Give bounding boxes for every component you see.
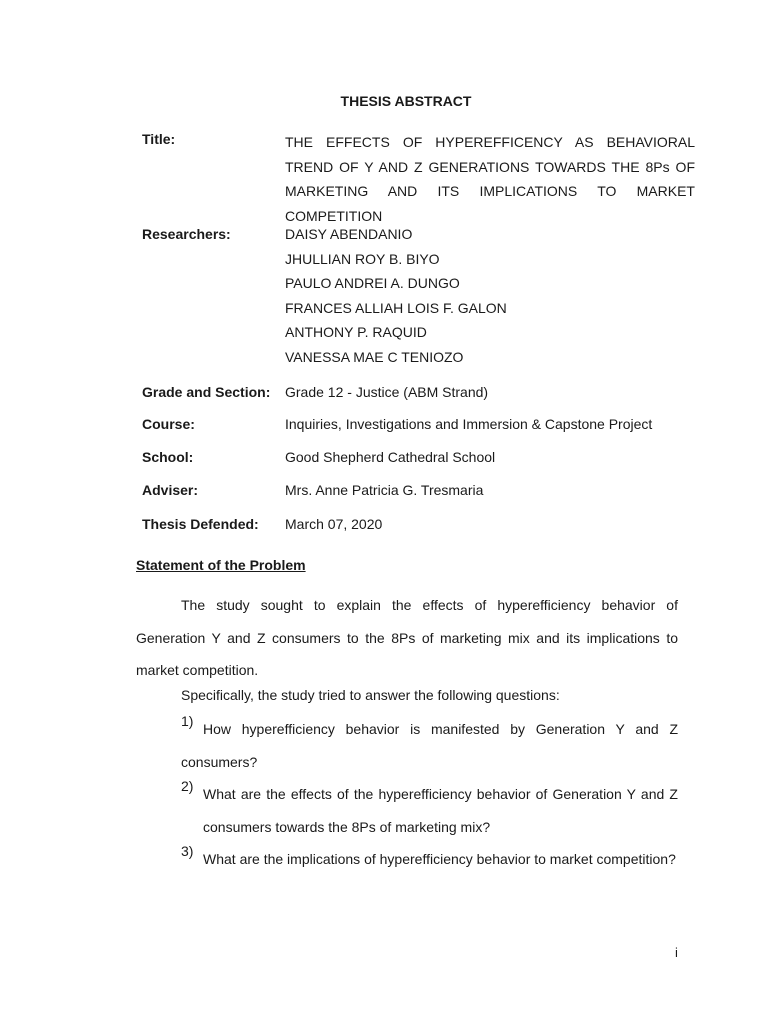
- page-number: i: [675, 945, 678, 960]
- school-value: Good Shepherd Cathedral School: [285, 449, 496, 465]
- question-item: [181, 778, 678, 843]
- researcher-name: JHULLIAN ROY B. BIYO: [285, 250, 440, 267]
- question-number: 1): [181, 713, 194, 729]
- question-item: [181, 843, 678, 876]
- adviser-value: Mrs. Anne Patricia G. Tresmaria: [285, 482, 484, 498]
- question-number: 3): [181, 843, 194, 859]
- section-heading: Statement of the Problem: [136, 557, 306, 573]
- question-text: How hyperefficiency behavior is manifested by Generation Y and Z consumers?: [181, 721, 678, 770]
- researchers-list: [285, 226, 507, 374]
- title-label: Title:: [142, 131, 176, 147]
- thesis-title-line: TREND OF Y AND Z GENERATIONS TOWARDS THE 8Ps OF: [285, 158, 695, 175]
- course-label: Course:: [142, 416, 195, 432]
- question-item: [181, 713, 678, 778]
- questions-intro: Specifically, the study tried to answer the following questions:: [181, 687, 560, 703]
- question-text: What are the effects of the hyperefficiency behavior of Generation Y and Z consumers towards the 8Ps of marketing mix?: [203, 786, 678, 835]
- school-label: School:: [142, 449, 194, 465]
- question-text: What are the implications of hyperefficiency behavior to market competition?: [203, 851, 676, 867]
- thesis-title-line: THE EFFECTS OF HYPEREFFICENCY AS BEHAVIORAL: [285, 134, 695, 150]
- thesis-title: [285, 130, 695, 228]
- problem-paragraph: The study sought to explain the effects of hyperefficiency behavior of Generation Y and Z consumers to the 8Ps of marketing mix and its implications to market competition.: [136, 597, 678, 679]
- course-value: Inquiries, Investigations and Immersion & Capstone Project: [285, 416, 653, 432]
- grade-value: Grade 12 - Justice (ABM Strand): [285, 384, 489, 400]
- thesis-title-line: COMPETITION: [285, 207, 383, 224]
- grade-label: Grade and Section:: [142, 384, 271, 400]
- researchers-label: Researchers:: [142, 226, 231, 242]
- thesis-title-line: MARKETING AND ITS IMPLICATIONS TO MARKET: [285, 183, 695, 199]
- researcher-name: PAULO ANDREI A. DUNGO: [285, 275, 460, 292]
- researcher-name: ANTHONY P. RAQUID: [285, 324, 427, 341]
- adviser-label: Adviser:: [142, 482, 199, 498]
- defended-label: Thesis Defended:: [142, 516, 259, 532]
- researcher-name: FRANCES ALLIAH LOIS F. GALON: [285, 299, 507, 316]
- document-title: THESIS ABSTRACT: [340, 93, 472, 109]
- question-number: 2): [181, 778, 194, 794]
- researcher-name: VANESSA MAE C TENIOZO: [285, 348, 464, 365]
- researcher-name: DAISY ABENDANIO: [285, 226, 413, 242]
- defended-value: March 07, 2020: [285, 516, 383, 532]
